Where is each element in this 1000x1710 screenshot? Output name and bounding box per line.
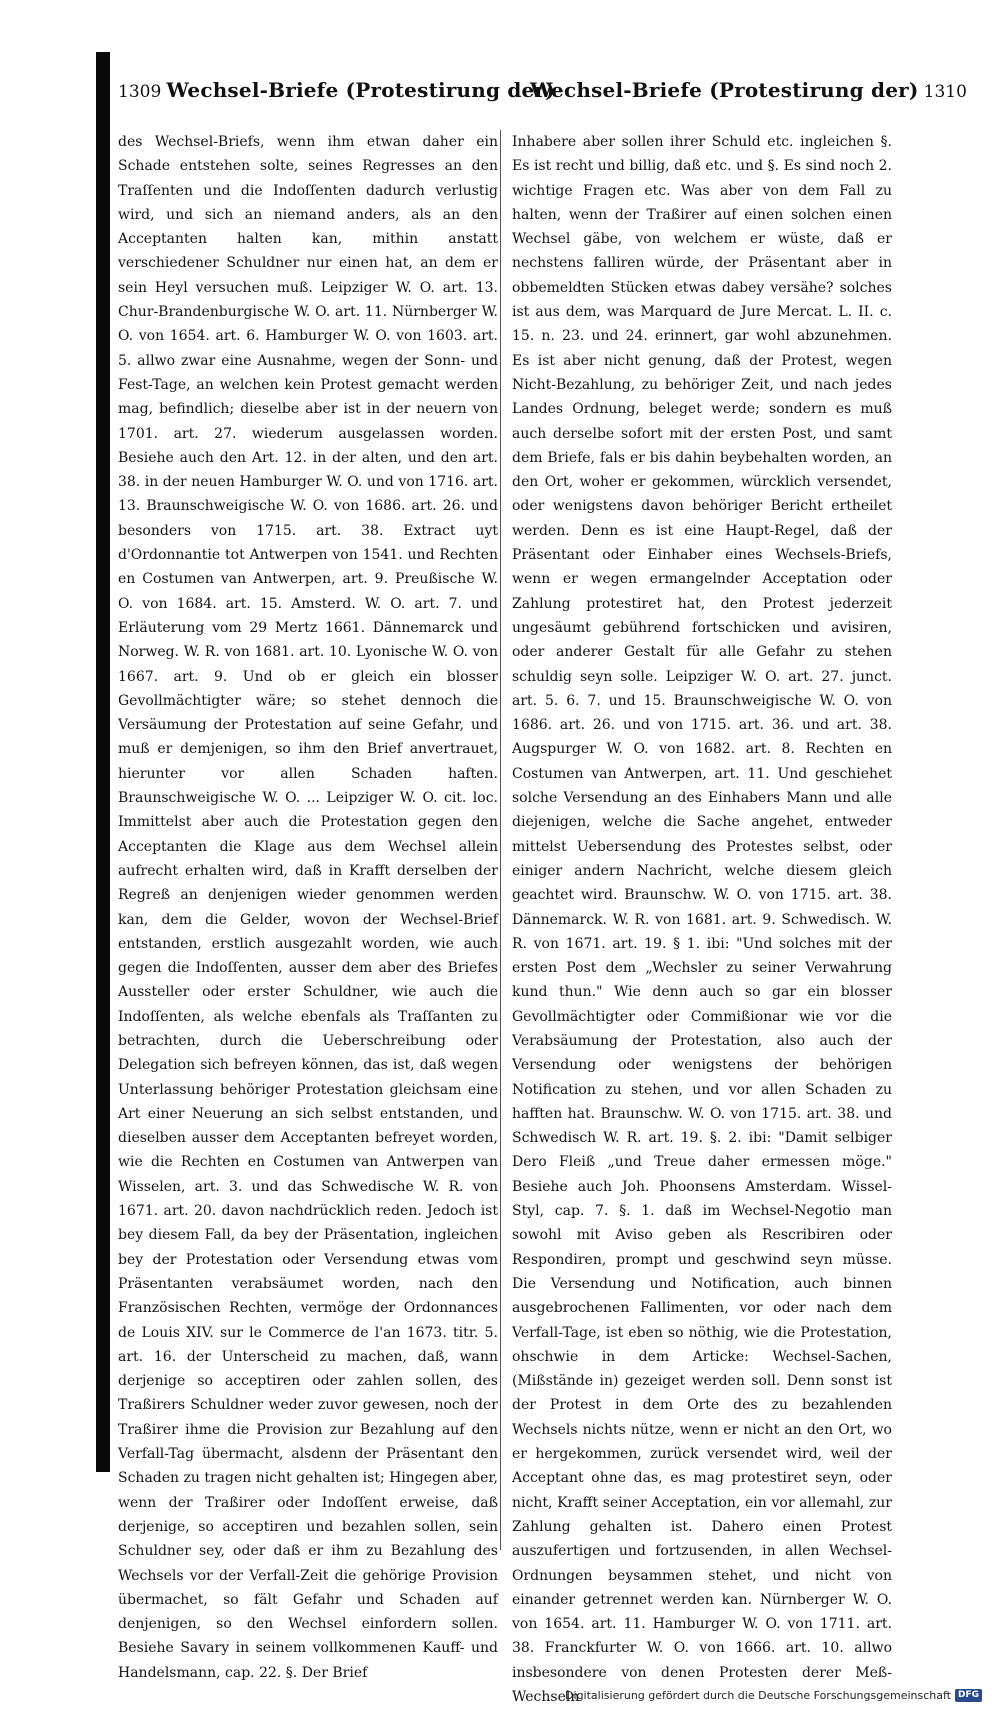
right-column-text: Inhabere aber sollen ihrer Schuld etc. ingleichen §. Es ist recht und billig, daß etc. und §. Es sind noch 2. wichtige Fragen etc. Was aber von dem Fall zu halten, wenn der Traßirer auf einen solchen einen Wechsel gäbe, von welchem er wüste, daß er nechstens falliren würde, der Präsentant aber in obbemeldten Stücken etwas dabey versähe? solches ist aus dem, was Marquard de Jure Mercat. L. II. c. 15. n. 23. und 24. erinnert, gar wohl abzunehmen. Es ist aber nicht genung, daß der Protest, wegen Nicht-Bezahlung, zu behöriger Zeit, und nach jedes Landes Ordnung, beleget werde; sondern es muß auch derselbe sofort mit der ersten Post, und samt dem Briefe, fals er bis dahin beybehalten worden, an den Ort, woher er gekommen, würcklich versendet, oder wenigstens davon behöriger Bericht ertheilet werden. Denn es ist eine Haupt-Regel, daß der Präsentant oder Einhaber eines Wechsels-Briefs, wenn er wegen ermangelnder Acceptation oder Zahlung protestiret hat, den Protest jederzeit ungesäumt gebührend fortschicken und avisiren, oder anderer Gestalt für alle Gefahr zu stehen schuldig seyn solle. Leipziger W. O. art. 27. junct. art. 5. 6. 7. und 15. Braunschweigische W. O. von 1686. art. 26. und von 1715. art. 36. und art. 38. Augspurger W. O. von 1682. art. 8. Rechten en Costumen van Antwerpen, art. 11. Und geschiehet solche Versendung an des Einhabers Mann und alle diejenigen, welche die Sache angehet, entweder mittelst Uebersendung des Protestes selbst, oder einiger andern Nachricht, welche diesem gleich geachtet wird. Braunschw. W. O. von 1715. art. 38. Dännemarck. W. R. von 1681. art. 9. Schwedisch. W. R. von 1671. art. 19. § 1. ibi: "Und solches mit der ersten Post dem „Wechsler zu seiner Verwahrung kund thun." Wie denn auch so gar ein blosser Gevollmächtigter oder Commißionar wie vor die Verabsäumung der Protestation, also auch der Versendung oder wenigstens der behörigen Notification zu stehen, und vor allen Schaden zu hafften hat. Braunschw. W. O. von 1715. art. 38. und Schwedisch W. R. art. 19. §. 2. ibi: "Damit selbiger Dero Fleiß „und Treue daher ermessen möge." Besiehe auch Joh. Phoonsens Amsterdam. Wissel-Styl, cap. 7. §. 1. daß im Wechsel-Negotio man sowohl mit Aviso geben als Rescribiren oder Respondiren, prompt und geschwind seyn müsse. Die Versendung und Notification, auch binnen ausgebrochenen Fallimenten, vor oder nach dem Verfall-Tage, ist eben so nöthig, wie die Protestation, ohschwie in dem Articke: Wechsel-Sachen, (Mißstände in) gezeiget werden soll. Denn sonst ist der Protest in dem Orte des zu bezahlenden Wechsels nichts nütze, wenn er nicht an den Ort, wo er hergekommen, zurück versendet wird, weil der Acceptant ohne das, es mag protestiret seyn, oder nicht, Krafft seiner Acceptation, ein vor allemahl, zur Zahlung gehalten ist. Dahero einen Protest auszufertigen und fortzusenden, in allen Wechsel-Ordnungen beysammen stehet, und nicht von einander getrennet werden kan. Nürnberger W. O. von 1654. art. 11. Hamburger W. O. von 1711. art. 38. Franckfurter W. O. von 1666. art. 10. allwo insbesondere von denen Protesten derer Meß-Wechseln bbox=[512, 134, 892, 1705]
column-divider bbox=[500, 130, 501, 1550]
left-text-column bbox=[118, 130, 498, 1681]
left-running-title: Wechsel-Briefe (Protestirung der) bbox=[166, 78, 555, 102]
left-column-text: des Wechsel-Briefs, wenn ihm etwan daher ein Schade entstehen solte, seines Regresses an den Traſſenten und die Indoſſenten dadurch verlustig wird, und sich an niemand anders, als an den Acceptanten halten kan, mithin anstatt verschiedener Schuldner nur einen hat, an dem er sein Heyl versuchen muß. Leipziger W. O. art. 13. Chur-Brandenburgische W. O. art. 11. Nürnberger W. O. von 1654. art. 6. Hamburger W. O. von 1603. art. 5. allwo zwar eine Ausnahme, wegen der Sonn- und Fest-Tage, an welchen kein Protest gemacht werden mag, befindlich; dieselbe aber ist in der neuern von 1701. art. 27. wiederum ausgelassen worden. Besiehe auch den Art. 12. in der alten, und den art. 38. in der neuen Hamburger W. O. und von 1716. art. 13. Braunschweigische W. O. von 1686. art. 26. und besonders von 1715. art. 38. Extract uyt d'Ordonnantie tot Antwerpen von 1541. und Rechten en Costumen van Antwerpen, art. 9. Preußische W. O. von 1684. art. 15. Amsterd. W. O. art. 7. und Erläuterung vom 29 Mertz 1661. Dännemarck und Norweg. W. R. von 1681. art. 10. Lyonische W. O. von 1667. art. 9. Und ob er gleich ein blosser Gevollmächtigter wäre; so stehet dennoch die Versäumung der Protestation auf seine Gefahr, und muß er demjenigen, so ihm den Brief anvertrauet, hierunter vor allen Schaden haften. Braunschweigische W. O. ... Leipziger W. O. cit. loc. Immittelst aber auch die Protestation gegen den Acceptanten die Klage aus dem Wechsel allein aufrecht erhalten wird, daß in Krafft derselben der Regreß an denjenigen wieder genommen werden kan, dem die Gelder, wovon der Wechsel-Brief entstanden, erstlich ausgezahlt worden, wie auch gegen die Indoſſenten, ausser dem aber des Briefes Aussteller oder erster Schuldner, wie auch die Indoſſenten, als welche ebenfals als Traſſanten zu betrachten, durch die Ueberschreibung oder Delegation sich befreyen können, das ist, daß wegen Unterlassung behöriger Protestation gleichsam eine Art einer Neuerung an sich selbst entstanden, und dieselben ausser dem Acceptanten befreyet worden, wie die Rechten en Costumen van Antwerpen van Wisselen, art. 3. und das Schwedische W. R. von 1671. art. 20. davon nachdrücklich reden. Jedoch ist bey diesem Fall, da bey der Präsentation, ingleichen bey der Protestation oder Versendung etwas vom Präsentanten verabsäumet worden, nach den Französischen Rechten, vermöge der Ordonnances de Louis XIV. sur le Commerce de l'an 1673. titr. 5. art. 16. der Unterscheid zu machen, daß, wann derjenige so acceptiren oder zahlen sollen, des Traßirers Schuldner weder zuvor gewesen, noch der Traßirer ihme die Provision zur Bezahlung auf den Verfall-Tag übermacht, alsdenn der Präsentant den Schaden zu tragen nicht gehalten ist; Hingegen aber, wenn der Traßirer oder Indoſſent erweise, daß derjenige, so acceptiren und bezahlen sollen, sein Schuldner sey, oder daß er ihm zu Bezahlung des Wechsels vor der Verfall-Zeit die gehörige Provision übermachet, so fält Gefahr und Schaden auf denjenigen, so den Wechsel einfordern sollen. Besiehe Savary in seinem vollkommenen Kauff- und Handelsmann, cap. 22. §. Der Brief bbox=[118, 134, 498, 1681]
left-page-number: 1309 bbox=[118, 82, 162, 102]
right-page-header bbox=[530, 78, 967, 108]
dfg-logo-icon: DFG bbox=[955, 1689, 982, 1702]
digitization-footer bbox=[565, 1689, 982, 1702]
right-running-title: Wechsel-Briefe (Protestirung der) bbox=[530, 78, 919, 102]
footer-text: Digitalisierung gefördert durch die Deutsche Forschungsgemeinschaft bbox=[565, 1689, 951, 1702]
right-page-number: 1310 bbox=[923, 82, 967, 102]
left-page-header bbox=[118, 78, 555, 108]
page-binding-edge bbox=[96, 52, 110, 1472]
